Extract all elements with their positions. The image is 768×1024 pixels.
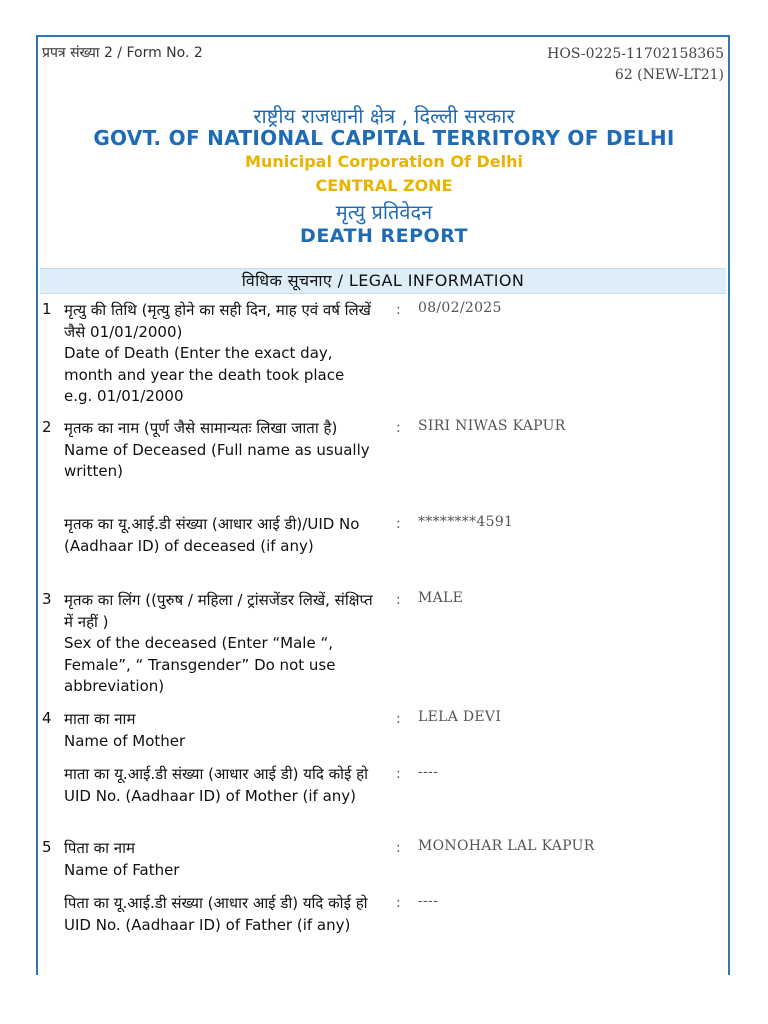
field-value: ---- <box>418 764 439 780</box>
field-label <box>64 418 374 483</box>
field-label-english: UID No. (Aadhaar ID) of Mother (if any) <box>64 786 357 805</box>
field-value: SIRI NIWAS KAPUR <box>418 418 566 434</box>
field-value: MONOHAR LAL KAPUR <box>418 838 595 854</box>
field-colon: : <box>396 592 401 608</box>
govt-title: GOVT. OF NATIONAL CAPITAL TERRITORY OF DELHI <box>93 126 675 150</box>
reference-number: HOS-0225-1170215836562 (NEW-LT21) <box>547 46 724 83</box>
field-label-hindi: माता का यू.आई.डी संख्या (आधार आई डी) यदि कोई हो <box>64 765 369 783</box>
field-value: MALE <box>418 590 464 606</box>
zone-title: CENTRAL ZONE <box>315 176 453 195</box>
field-label-english: Sex of the deceased (Enter “Male “, Female”, “ Transgender” Do not use abbreviation) <box>64 634 336 695</box>
field-colon: : <box>396 840 401 856</box>
field-label <box>64 893 374 936</box>
field-value: ********4591 <box>418 514 514 530</box>
field-value: LELA DEVI <box>418 709 502 725</box>
field-label-hindi: मृतक का नाम (पूर्ण जैसे सामान्यतः लिखा जाता है) <box>64 419 338 437</box>
field-label-english: Name of Deceased (Full name as usually written) <box>64 440 370 480</box>
field-label-english: Name of Father <box>64 860 180 879</box>
hindi-report-title: मृत्यु प्रतिवेदन <box>335 200 433 224</box>
field-label-english: UID No. (Aadhaar ID) of Father (if any) <box>64 915 351 934</box>
section-header: विधिक सूचनाए / LEGAL INFORMATION <box>40 268 726 294</box>
corporation-title: Municipal Corporation Of Delhi <box>245 152 523 171</box>
hindi-govt-title: राष्ट्रीय राजधानी क्षेत्र , दिल्ली सरकार <box>253 104 515 128</box>
field-number: 5 <box>42 838 52 856</box>
field-colon: : <box>396 895 401 911</box>
field-colon: : <box>396 420 401 436</box>
field-number: 4 <box>42 709 52 727</box>
field-label-hindi: मृतक का लिंग ((पुरुष / महिला / ट्रांसजेंडर लिखें, संक्षिप्त में नहीं ) <box>64 591 373 631</box>
field-label-hindi: मृतक का यू.आई.डी संख्या (आधार आई डी)/UID No (Aadhaar ID) of deceased (if any) <box>64 515 360 555</box>
report-title: DEATH REPORT <box>300 225 468 247</box>
field-colon: : <box>396 516 401 532</box>
form-number: प्रपत्र संख्या 2 / Form No. 2 <box>42 45 203 61</box>
field-label <box>64 838 374 881</box>
field-value: ---- <box>418 893 439 909</box>
field-label-english: Date of Death (Enter the exact day, month and year the death took place e.g. 01/01/2000 <box>64 344 345 405</box>
field-label <box>64 764 374 807</box>
field-label <box>64 590 374 698</box>
field-colon: : <box>396 711 401 727</box>
field-number: 3 <box>42 590 52 608</box>
field-label-hindi: पिता का यू.आई.डी संख्या (आधार आई डी) यदि कोई हो <box>64 894 368 912</box>
field-label <box>64 514 374 557</box>
field-label-english: Name of Mother <box>64 731 186 750</box>
field-value: 08/02/2025 <box>418 300 502 316</box>
field-label-hindi: मृत्यु की तिथि (मृत्यु होने का सही दिन, माह एवं वर्ष लिखें जैसे 01/01/2000) <box>64 301 371 341</box>
field-label-hindi: पिता का नाम <box>64 839 135 857</box>
field-colon: : <box>396 766 401 782</box>
field-label <box>64 709 374 752</box>
field-colon: : <box>396 302 401 318</box>
field-label <box>64 300 374 408</box>
field-number: 2 <box>42 418 52 436</box>
field-label-hindi: माता का नाम <box>64 710 136 728</box>
field-number: 1 <box>42 300 52 318</box>
